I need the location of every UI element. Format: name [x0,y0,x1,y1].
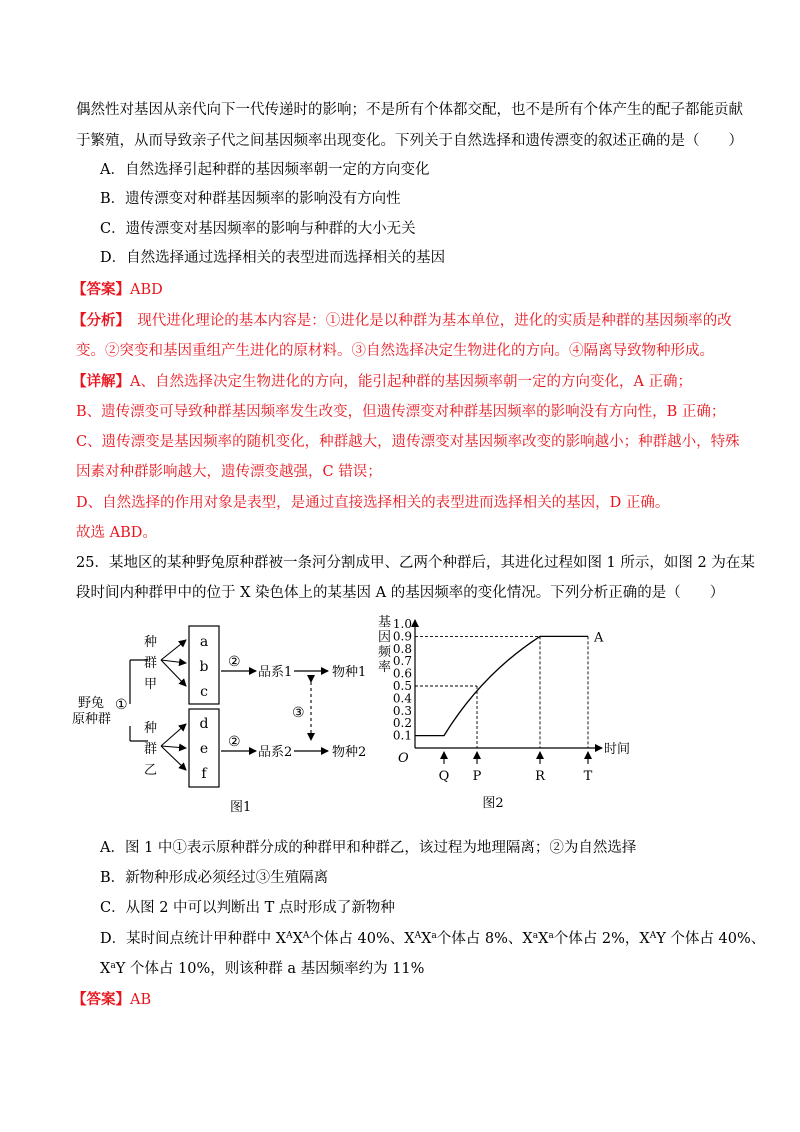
q24-option-c: C．遗传漂变对基因频率的影响与种群的大小无关 [100,221,416,237]
detail-tag: 【详解】 [72,373,130,390]
q25-option-c: C．从图 2 中可以判断出 T 点时形成了新物种 [100,900,395,916]
fig2-curve-label: A [594,630,604,646]
figure-1-diagram [68,622,368,817]
fig1-circle-2b: ② [228,734,241,750]
analysis-text-1: 现代进化理论的基本内容是：①进化是以种群为基本单位，进化的实质是种群的基因频率的改 [122,313,732,329]
q24-detail-5: D、自然选择的作用对象是表型，是通过直接选择相关的表型进而选择相关的基因，D 正确。 [76,495,670,511]
detail-text-1: A、自然选择决定生物进化的方向，能引起种群的基因频率朝一定的方向变化，A 正确； [130,374,693,390]
fig1-circle-2a: ② [228,654,241,670]
fig1-box-b-2: e [199,741,209,757]
fig1-species-1: 物种1 [332,665,367,680]
fig2-ytick-label: 0.8 [392,641,412,656]
fig2-ytick-label: 0.1 [392,728,412,743]
fig2-ytick-label: 0.3 [392,703,412,718]
analysis-tag: 【分析】 [72,312,123,329]
fig1-box-a-3: c [200,684,208,700]
fig2-ytick-label: 0.4 [392,691,412,706]
fig1-box-a-1: a [199,634,209,650]
fig1-caption: 图1 [230,800,252,815]
intro-line-2: 于繁殖，从而导致亲子代之间基因频率出现变化。下列关于自然选择和遗传漂变的叙述正确的是（ ） [76,133,743,149]
figure-2-chart [370,612,645,812]
fig2-ytick-label: 0.9 [392,629,412,644]
q24-detail-2: B、遗传漂变可导致种群基因频率发生改变，但遗传漂变对种群基因频率的影响没有方向性，B 正确； [76,404,726,420]
fig2-xmark-label: P [472,769,482,784]
q24-answer [72,280,163,300]
answer-tag: 【答案】 [72,991,130,1008]
q25-option-b: B．新物种形成必须经过③生殖隔离 [100,870,329,886]
q24-option-d: D．自然选择通过选择相关的表型进而选择相关的基因 [100,250,446,266]
fig1-pop-a-2: 群 [144,656,158,671]
intro-line-1: 偶然性对基因从亲代向下一代传递时的影响；不是所有个体都交配，也不是所有个体产生的配子都能贡献 [76,102,743,118]
fig1-origin-line1: 野兔 [78,696,105,711]
fig1-species-2: 物种2 [332,745,367,760]
q25-stem-1: 25．某地区的某种野兔原种群被一条河分割成甲、乙两个种群后，其进化过程如图 1 所示，如图 2 为在某 [76,555,755,571]
fig2-xmark-label: R [535,769,545,784]
q24-option-b: B．遗传漂变对种群基因频率的影响没有方向性 [100,191,401,207]
q24-option-a: A．自然选择引起种群的基因频率朝一定的方向变化 [100,162,430,178]
fig2-ytick-label: 0.7 [392,654,412,669]
fig2-xmark-label: T [583,769,593,784]
q24-detail-1 [72,372,692,392]
q25-option-d: D．某时间点统计甲种群中 $X^AX^A$个体占 40%、$X^AX^a$个体占 8%、$X^aX^a$个体占 2%，$X^AY$ 个体占 40%、 [100,931,766,947]
fig1-arrow-b [161,660,186,663]
q25-option-d-cont: $X^aY$ 个体占 10%，则该种群 a 基因频率约为 11% [100,961,425,977]
fig1-arrow-d [161,724,186,746]
fig1-pop-a-1: 种 [144,635,158,650]
fig2-ylabel-char: 率 [378,660,392,675]
fig1-arrow-c [161,660,186,686]
fig2-xmark-label: Q [438,769,450,784]
answer-value: AB [130,992,152,1008]
fig2-ylabel-char: 频 [378,645,392,660]
fig2-ylabel-char: 基 [378,615,392,630]
fig1-arrow-f [161,746,186,770]
fig1-pop-a-3: 甲 [144,677,158,692]
fig1-arrow-e [161,746,186,748]
q24-analysis-2: 变。②突变和基因重组产生进化的原材料。③自然选择决定生物进化的方向。④隔离导致物种形成。 [76,343,714,359]
fig1-box-b-1: d [199,716,209,732]
fig1-pop-b-2: 群 [144,742,158,757]
fig2-ytick-label: 0.5 [392,679,412,693]
fig1-arrow-a [161,640,186,660]
answer-tag: 【答案】 [72,281,130,298]
fig2-xlabel: 时间 [604,742,631,757]
q25-answer [72,990,151,1010]
fig1-circle-3: ③ [292,705,305,721]
fig1-pop-b-1: 种 [144,721,158,736]
fig1-breed-2: 品系2 [258,745,293,760]
fig2-ytick-label: 0.6 [392,666,412,681]
q24-analysis-1 [72,311,732,331]
fig1-origin-line2: 原种群 [72,712,112,727]
fig2-origin: O [398,751,409,766]
q25-stem-2: 段时间内种群甲中的位于 X 染色体上的某基因 A 的基因频率的变化情况。下列分析正确的是（ ） [76,585,725,601]
q25-option-a: A．图 1 中①表示原种群分成的种群甲和种群乙，该过程为地理隔离；②为自然选择 [100,840,637,856]
fig2-ytick-label: 0.2 [392,716,412,731]
fig1-circle-1: ① [115,697,128,713]
fig1-pop-b-3: 乙 [144,763,158,778]
q24-detail-4: 因素对种群影响越大，遗传漂变越强，C 错误； [76,464,382,480]
answer-value: ABD [130,282,163,298]
fig2-ylabel-char: 因 [378,630,392,645]
fig1-breed-1: 品系1 [258,665,293,680]
q24-conclusion: 故选 ABD。 [76,525,157,541]
q24-detail-3: C、遗传漂变是基因频率的随机变化，种群越大，遗传漂变对基因频率改变的影响越小；种群越小，特殊 [76,434,740,450]
fig1-box-b-3: f [201,766,207,782]
fig2-caption: 图2 [482,796,504,811]
fig2-ytick-label: 1.0 [392,617,412,631]
fig1-box-a-2: b [199,659,209,675]
